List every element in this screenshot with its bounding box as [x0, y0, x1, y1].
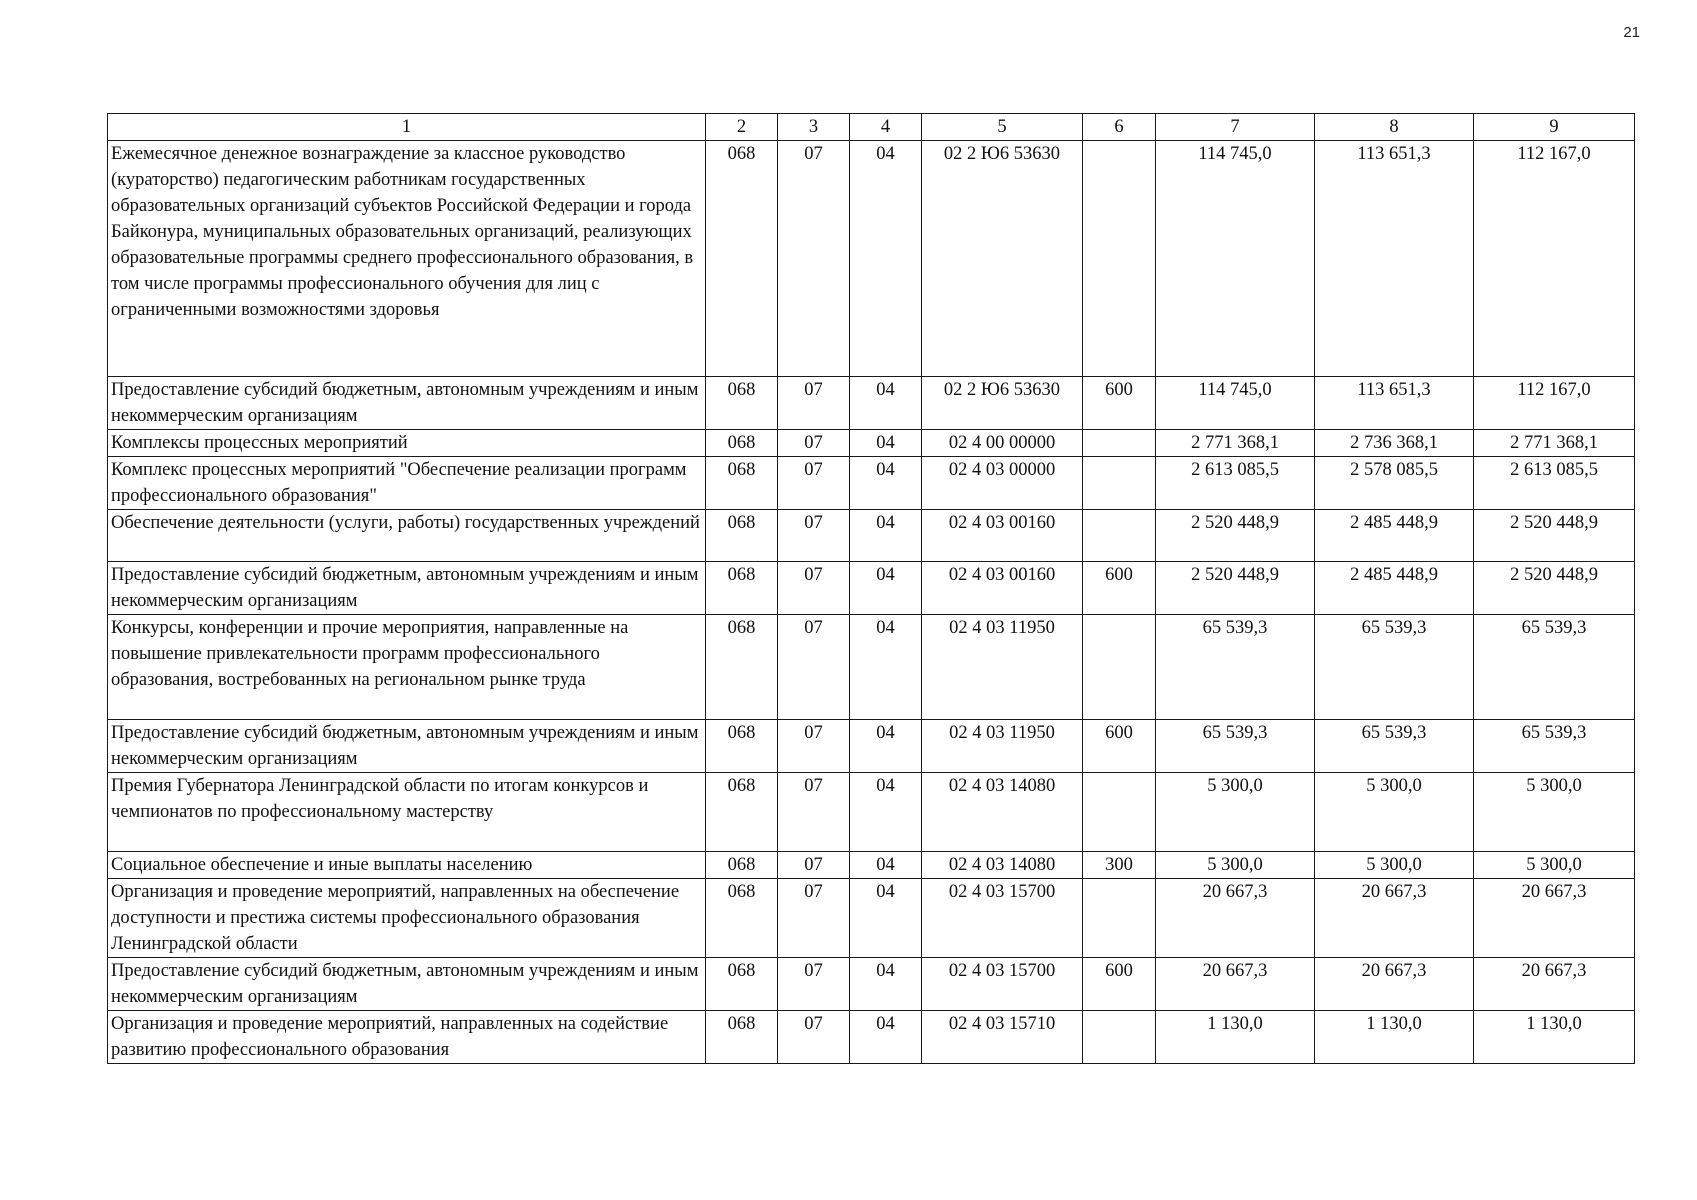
code-cell: 07	[778, 430, 850, 457]
code-cell: 07	[778, 377, 850, 430]
code-cell: 04	[850, 773, 922, 852]
code-cell: 068	[706, 141, 778, 377]
code-cell: 07	[778, 720, 850, 773]
code-cell: 02 4 00 00000	[922, 430, 1083, 457]
code-cell: 068	[706, 879, 778, 958]
amount-cell: 112 167,0	[1474, 377, 1635, 430]
code-cell: 068	[706, 615, 778, 720]
code-cell: 02 4 03 11950	[922, 720, 1083, 773]
amount-cell: 114 745,0	[1156, 377, 1315, 430]
table-row	[108, 879, 1635, 958]
code-cell: 07	[778, 879, 850, 958]
code-cell: 07	[778, 1011, 850, 1064]
row-name: Комплекс процессных мероприятий "Обеспечение реализации программ профессионального образования"	[108, 457, 706, 510]
row-name: Комплексы процессных мероприятий	[108, 430, 706, 457]
code-cell: 068	[706, 1011, 778, 1064]
row-name: Предоставление субсидий бюджетным, автономным учреждениям и иным некоммерческим организациям	[108, 958, 706, 1011]
code-cell: 07	[778, 510, 850, 562]
code-cell: 600	[1083, 377, 1156, 430]
amount-cell: 65 539,3	[1156, 720, 1315, 773]
table-row	[108, 430, 1635, 457]
amount-cell: 2 771 368,1	[1474, 430, 1635, 457]
amount-cell: 5 300,0	[1474, 773, 1635, 852]
code-cell: 04	[850, 852, 922, 879]
code-cell	[1083, 773, 1156, 852]
row-name: Организация и проведение мероприятий, направленных на обеспечение доступности и престижа системы профессионального образования Ленинградской области	[108, 879, 706, 958]
code-cell: 068	[706, 720, 778, 773]
code-cell: 02 4 03 11950	[922, 615, 1083, 720]
code-cell: 04	[850, 958, 922, 1011]
row-name: Ежемесячное денежное вознаграждение за классное руководство (кураторство) педагогическим работникам государственных образовательных организаций субъектов Российской Федерации и города Байконура, муниципальных образовательных организаций, реализующих образовательные программы среднего профессионального образования, в том числе программы профессионального обучения для лиц с ограниченными возможностями здоровья	[108, 141, 706, 377]
code-cell	[1083, 457, 1156, 510]
header-row	[108, 114, 1635, 141]
code-cell: 07	[778, 773, 850, 852]
code-cell	[1083, 879, 1156, 958]
budget-table	[107, 113, 1635, 1064]
row-name: Предоставление субсидий бюджетным, автономным учреждениям и иным некоммерческим организациям	[108, 562, 706, 615]
amount-cell: 20 667,3	[1315, 958, 1474, 1011]
amount-cell: 20 667,3	[1474, 879, 1635, 958]
code-cell	[1083, 1011, 1156, 1064]
code-cell: 068	[706, 562, 778, 615]
amount-cell: 2 485 448,9	[1315, 510, 1474, 562]
amount-cell: 5 300,0	[1156, 852, 1315, 879]
code-cell: 02 4 03 14080	[922, 852, 1083, 879]
code-cell: 07	[778, 141, 850, 377]
code-cell: 068	[706, 773, 778, 852]
amount-cell: 20 667,3	[1315, 879, 1474, 958]
amount-cell: 114 745,0	[1156, 141, 1315, 377]
amount-cell: 2 520 448,9	[1156, 510, 1315, 562]
amount-cell: 112 167,0	[1474, 141, 1635, 377]
row-name: Организация и проведение мероприятий, направленных на содействие развитию профессионального образования	[108, 1011, 706, 1064]
code-cell: 068	[706, 377, 778, 430]
code-cell: 068	[706, 457, 778, 510]
row-name: Обеспечение деятельности (услуги, работы) государственных учреждений	[108, 510, 706, 562]
amount-cell: 2 578 085,5	[1315, 457, 1474, 510]
column-header: 3	[778, 114, 850, 141]
column-header: 2	[706, 114, 778, 141]
amount-cell: 5 300,0	[1156, 773, 1315, 852]
amount-cell: 20 667,3	[1156, 879, 1315, 958]
table-row	[108, 562, 1635, 615]
code-cell: 02 4 03 00160	[922, 510, 1083, 562]
code-cell: 02 4 03 15700	[922, 958, 1083, 1011]
amount-cell: 20 667,3	[1474, 958, 1635, 1011]
code-cell: 600	[1083, 958, 1156, 1011]
code-cell: 068	[706, 510, 778, 562]
column-header: 7	[1156, 114, 1315, 141]
table-row	[108, 1011, 1635, 1064]
code-cell: 04	[850, 510, 922, 562]
amount-cell: 1 130,0	[1474, 1011, 1635, 1064]
amount-cell: 2 485 448,9	[1315, 562, 1474, 615]
code-cell: 07	[778, 615, 850, 720]
amount-cell: 65 539,3	[1315, 615, 1474, 720]
amount-cell: 113 651,3	[1315, 377, 1474, 430]
row-name: Предоставление субсидий бюджетным, автономным учреждениям и иным некоммерческим организациям	[108, 720, 706, 773]
amount-cell: 2 520 448,9	[1474, 562, 1635, 615]
code-cell: 068	[706, 958, 778, 1011]
code-cell: 02 2 Ю6 53630	[922, 141, 1083, 377]
code-cell	[1083, 141, 1156, 377]
code-cell: 068	[706, 430, 778, 457]
code-cell: 04	[850, 141, 922, 377]
column-header: 5	[922, 114, 1083, 141]
table-row	[108, 457, 1635, 510]
amount-cell: 2 520 448,9	[1474, 510, 1635, 562]
amount-cell: 5 300,0	[1315, 852, 1474, 879]
code-cell: 07	[778, 852, 850, 879]
amount-cell: 2 613 085,5	[1156, 457, 1315, 510]
column-header: 9	[1474, 114, 1635, 141]
code-cell: 02 4 03 15700	[922, 879, 1083, 958]
code-cell: 07	[778, 457, 850, 510]
row-name: Предоставление субсидий бюджетным, автономным учреждениям и иным некоммерческим организациям	[108, 377, 706, 430]
code-cell: 02 4 03 00160	[922, 562, 1083, 615]
table-row	[108, 852, 1635, 879]
code-cell: 04	[850, 720, 922, 773]
table-row	[108, 958, 1635, 1011]
table-row	[108, 720, 1635, 773]
code-cell: 04	[850, 457, 922, 510]
code-cell: 04	[850, 562, 922, 615]
table-row	[108, 615, 1635, 720]
table-row	[108, 773, 1635, 852]
row-name: Конкурсы, конференции и прочие мероприятия, направленные на повышение привлекательности программ профессионального образования, востребованных на региональном рынке труда	[108, 615, 706, 720]
code-cell: 300	[1083, 852, 1156, 879]
column-header: 4	[850, 114, 922, 141]
amount-cell: 2 736 368,1	[1315, 430, 1474, 457]
amount-cell: 20 667,3	[1156, 958, 1315, 1011]
amount-cell: 2 520 448,9	[1156, 562, 1315, 615]
amount-cell: 2 613 085,5	[1474, 457, 1635, 510]
code-cell: 02 2 Ю6 53630	[922, 377, 1083, 430]
code-cell	[1083, 510, 1156, 562]
page-number: 21	[1623, 24, 1640, 41]
code-cell: 07	[778, 958, 850, 1011]
column-header: 8	[1315, 114, 1474, 141]
code-cell: 04	[850, 377, 922, 430]
amount-cell: 65 539,3	[1315, 720, 1474, 773]
code-cell: 600	[1083, 720, 1156, 773]
table-row	[108, 510, 1635, 562]
amount-cell: 65 539,3	[1474, 615, 1635, 720]
code-cell: 02 4 03 14080	[922, 773, 1083, 852]
code-cell: 04	[850, 615, 922, 720]
code-cell	[1083, 430, 1156, 457]
amount-cell: 2 771 368,1	[1156, 430, 1315, 457]
column-header: 6	[1083, 114, 1156, 141]
amount-cell: 5 300,0	[1315, 773, 1474, 852]
amount-cell: 65 539,3	[1156, 615, 1315, 720]
code-cell: 07	[778, 562, 850, 615]
code-cell: 600	[1083, 562, 1156, 615]
code-cell: 068	[706, 852, 778, 879]
code-cell: 02 4 03 15710	[922, 1011, 1083, 1064]
amount-cell: 65 539,3	[1474, 720, 1635, 773]
amount-cell: 113 651,3	[1315, 141, 1474, 377]
amount-cell: 1 130,0	[1156, 1011, 1315, 1064]
code-cell: 02 4 03 00000	[922, 457, 1083, 510]
code-cell: 04	[850, 879, 922, 958]
row-name: Премия Губернатора Ленинградской области по итогам конкурсов и чемпионатов по профессиональному мастерству	[108, 773, 706, 852]
code-cell	[1083, 615, 1156, 720]
code-cell: 04	[850, 1011, 922, 1064]
table-row	[108, 377, 1635, 430]
table-row	[108, 141, 1635, 377]
column-header: 1	[108, 114, 706, 141]
row-name: Социальное обеспечение и иные выплаты населению	[108, 852, 706, 879]
amount-cell: 5 300,0	[1474, 852, 1635, 879]
code-cell: 04	[850, 430, 922, 457]
amount-cell: 1 130,0	[1315, 1011, 1474, 1064]
